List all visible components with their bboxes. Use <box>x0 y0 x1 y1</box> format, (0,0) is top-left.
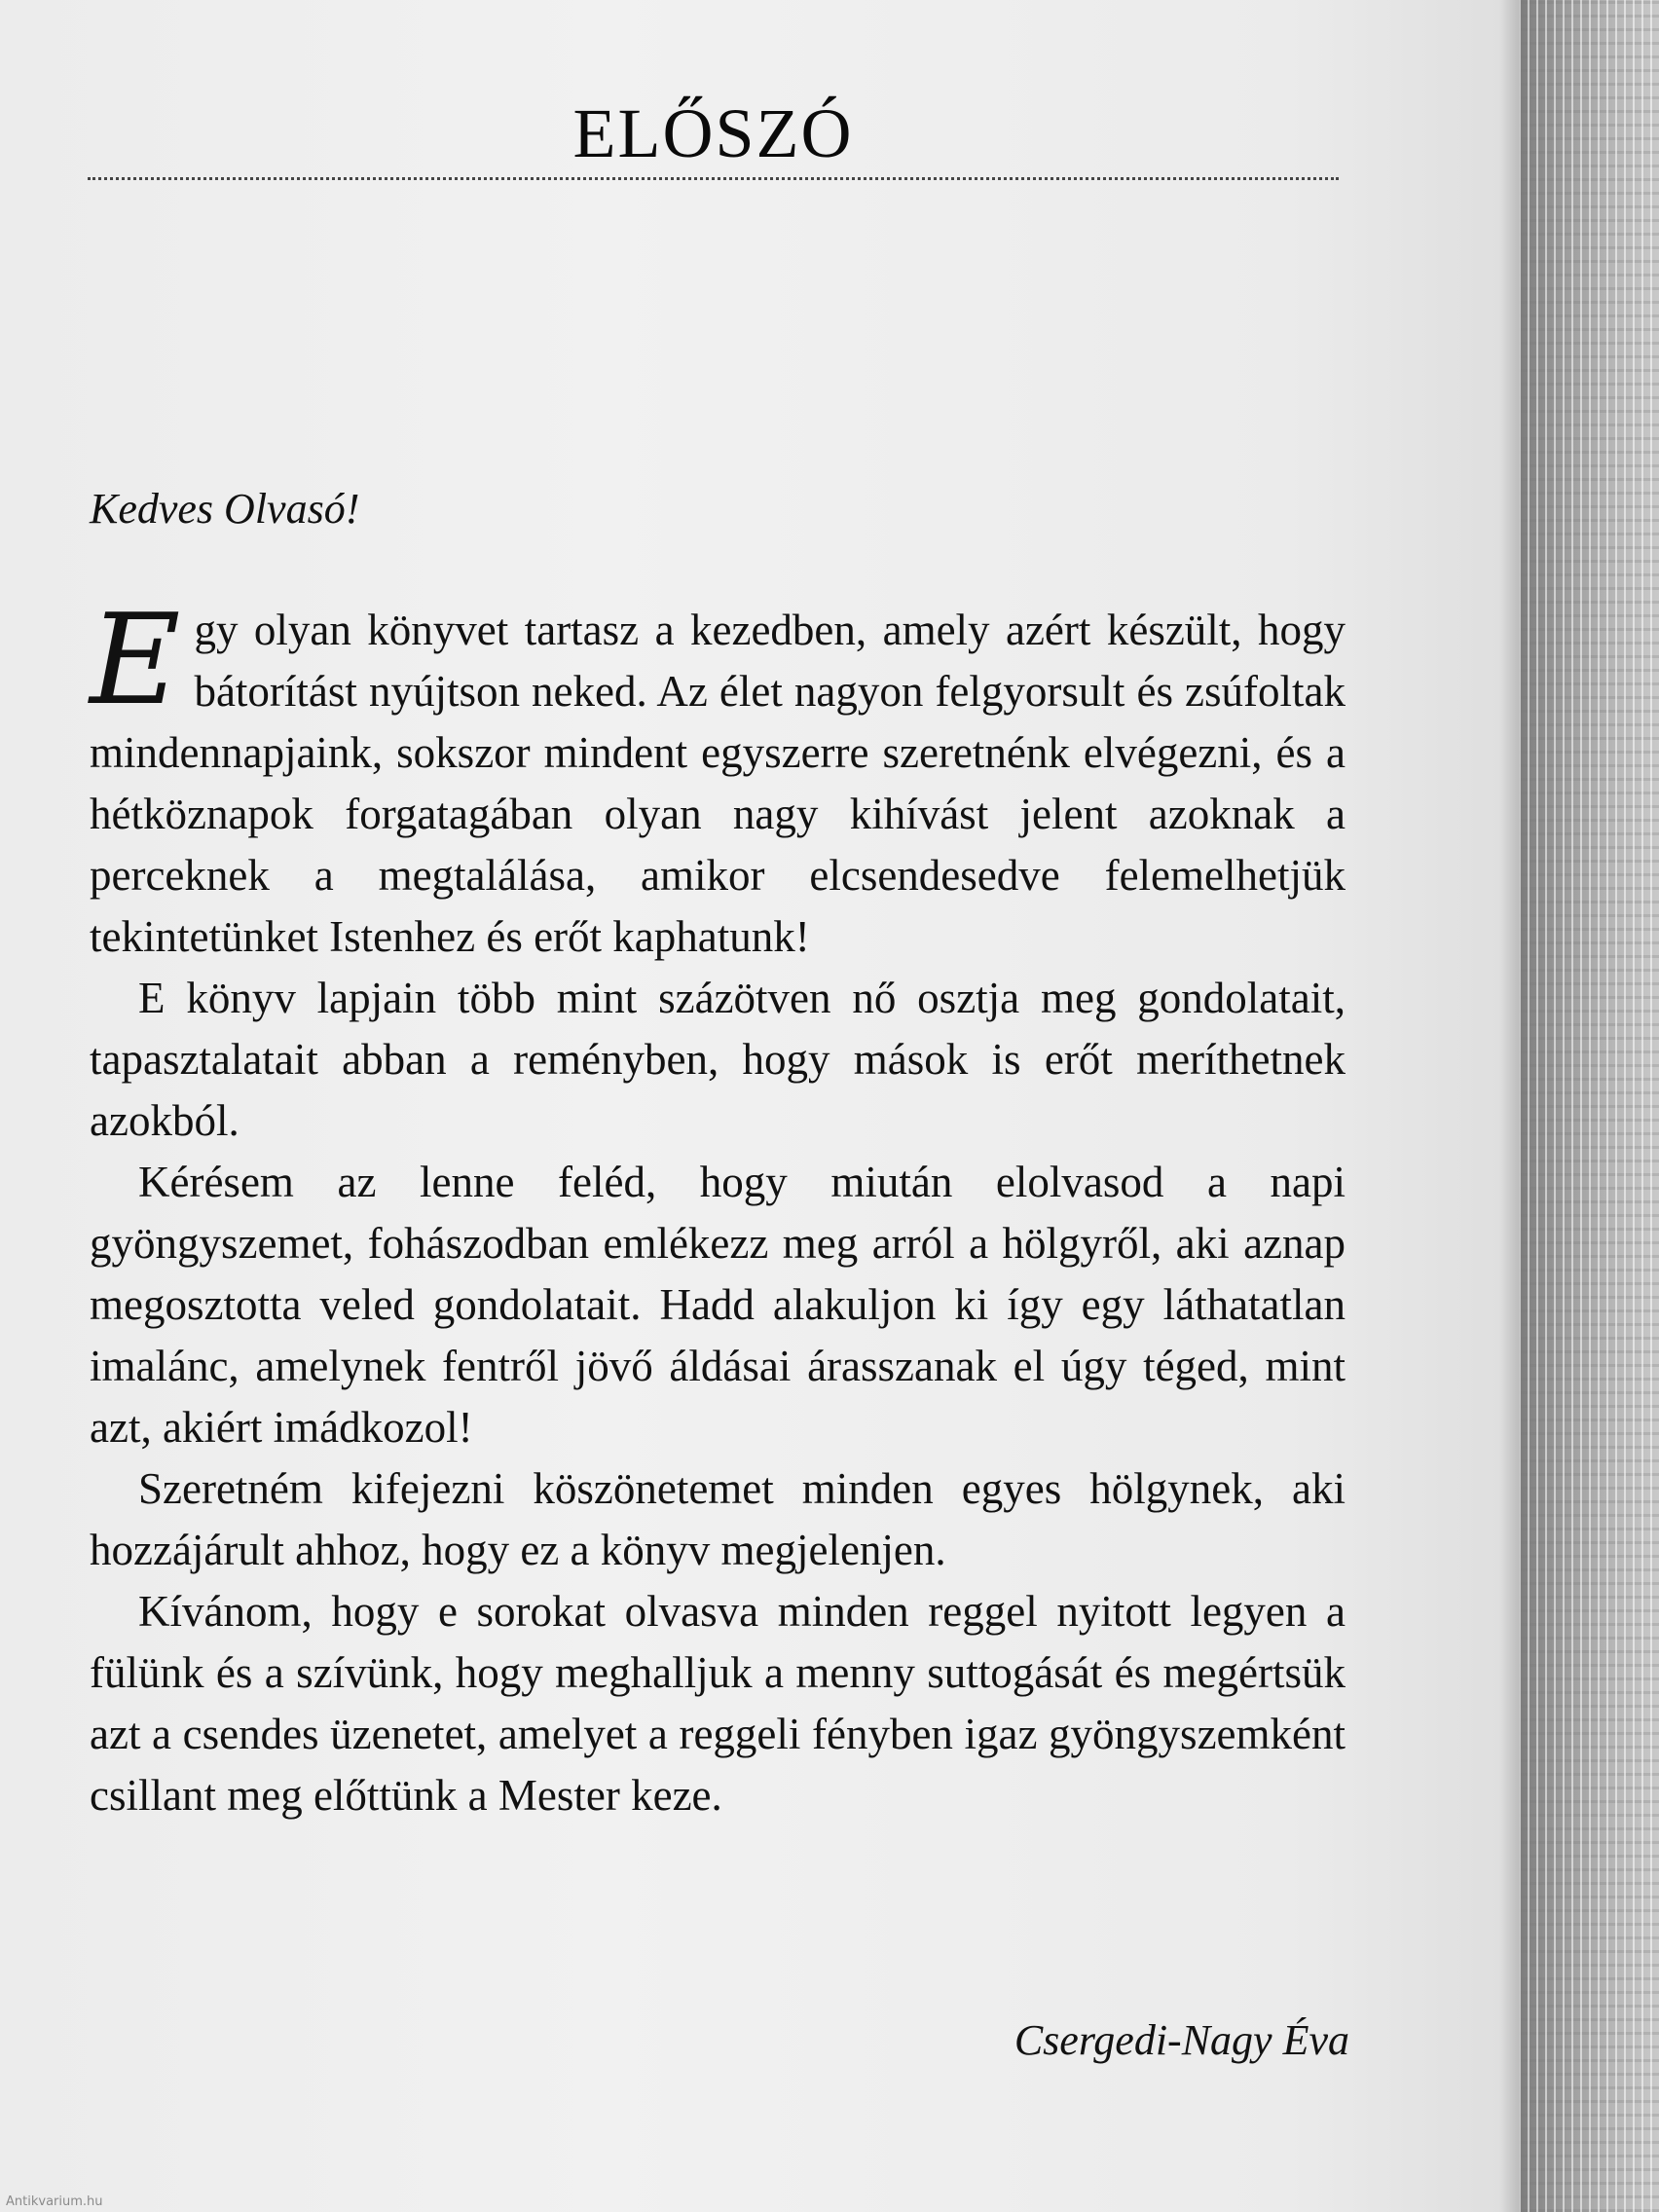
paragraph-1 <box>90 588 1346 968</box>
paragraph-2: E könyv lapjain több mint százötven nő osztja meg gondolatait, tapasztalatait abban a reményben, hogy mások is erőt meríthetnek azokból. <box>90 974 1346 1145</box>
title-divider <box>88 177 1339 180</box>
author-signature: Csergedi-Nagy Éva <box>1014 2016 1349 2064</box>
drop-cap: E <box>90 588 181 733</box>
watermark: Antikvarium.hu <box>6 2194 103 2209</box>
foreword-body <box>90 588 1346 1826</box>
paragraph-5: Kívánom, hogy e sorokat olvasva minden reggel nyitott legyen a fülünk és a szívünk, hogy meghalljuk a menny suttogását és megértsük azt a csendes üzenetet, amelyet a reggeli fényben igaz gyöngyszemként csillant meg előttünk a Mester keze. <box>90 1587 1346 1820</box>
page-title: ELŐSZÓ <box>572 94 854 172</box>
paragraph-1-text: gy olyan könyvet tartasz a kezedben, amely azért készült, hogy bátorítást nyújtson neked. Az élet nagyon felgyorsult és zsúfoltak mindennapjaink, sokszor mindent egyszerre szeretnénk elvégezni, és a hétköznapok forgatagában olyan nagy kihívást jelent azoknak a perceknek a megtalálása, amikor elcsendesedve felemelhetjük tekintetünket Istenhez és erőt kaphatunk! <box>90 606 1346 961</box>
paragraph-4: Szeretném kifejezni köszönetemet minden egyes hölgynek, aki hozzájárult ahhoz, hogy ez a könyv megjelenjen. <box>90 1464 1346 1574</box>
greeting: Kedves Olvasó! <box>90 485 360 533</box>
book-page-edges <box>1519 0 1659 2212</box>
paragraph-3: Kérésem az lenne feléd, hogy miután elolvasod a napi gyöngyszemet, fohászodban emlékezz meg arról a hölgyről, aki aznap megosztotta veled gondolatait. Hadd alakuljon ki így egy láthatatlan imalánc, amelynek fentről jövő áldásai árasszanak el úgy téged, mint azt, akiért imádkozol! <box>90 1158 1346 1452</box>
